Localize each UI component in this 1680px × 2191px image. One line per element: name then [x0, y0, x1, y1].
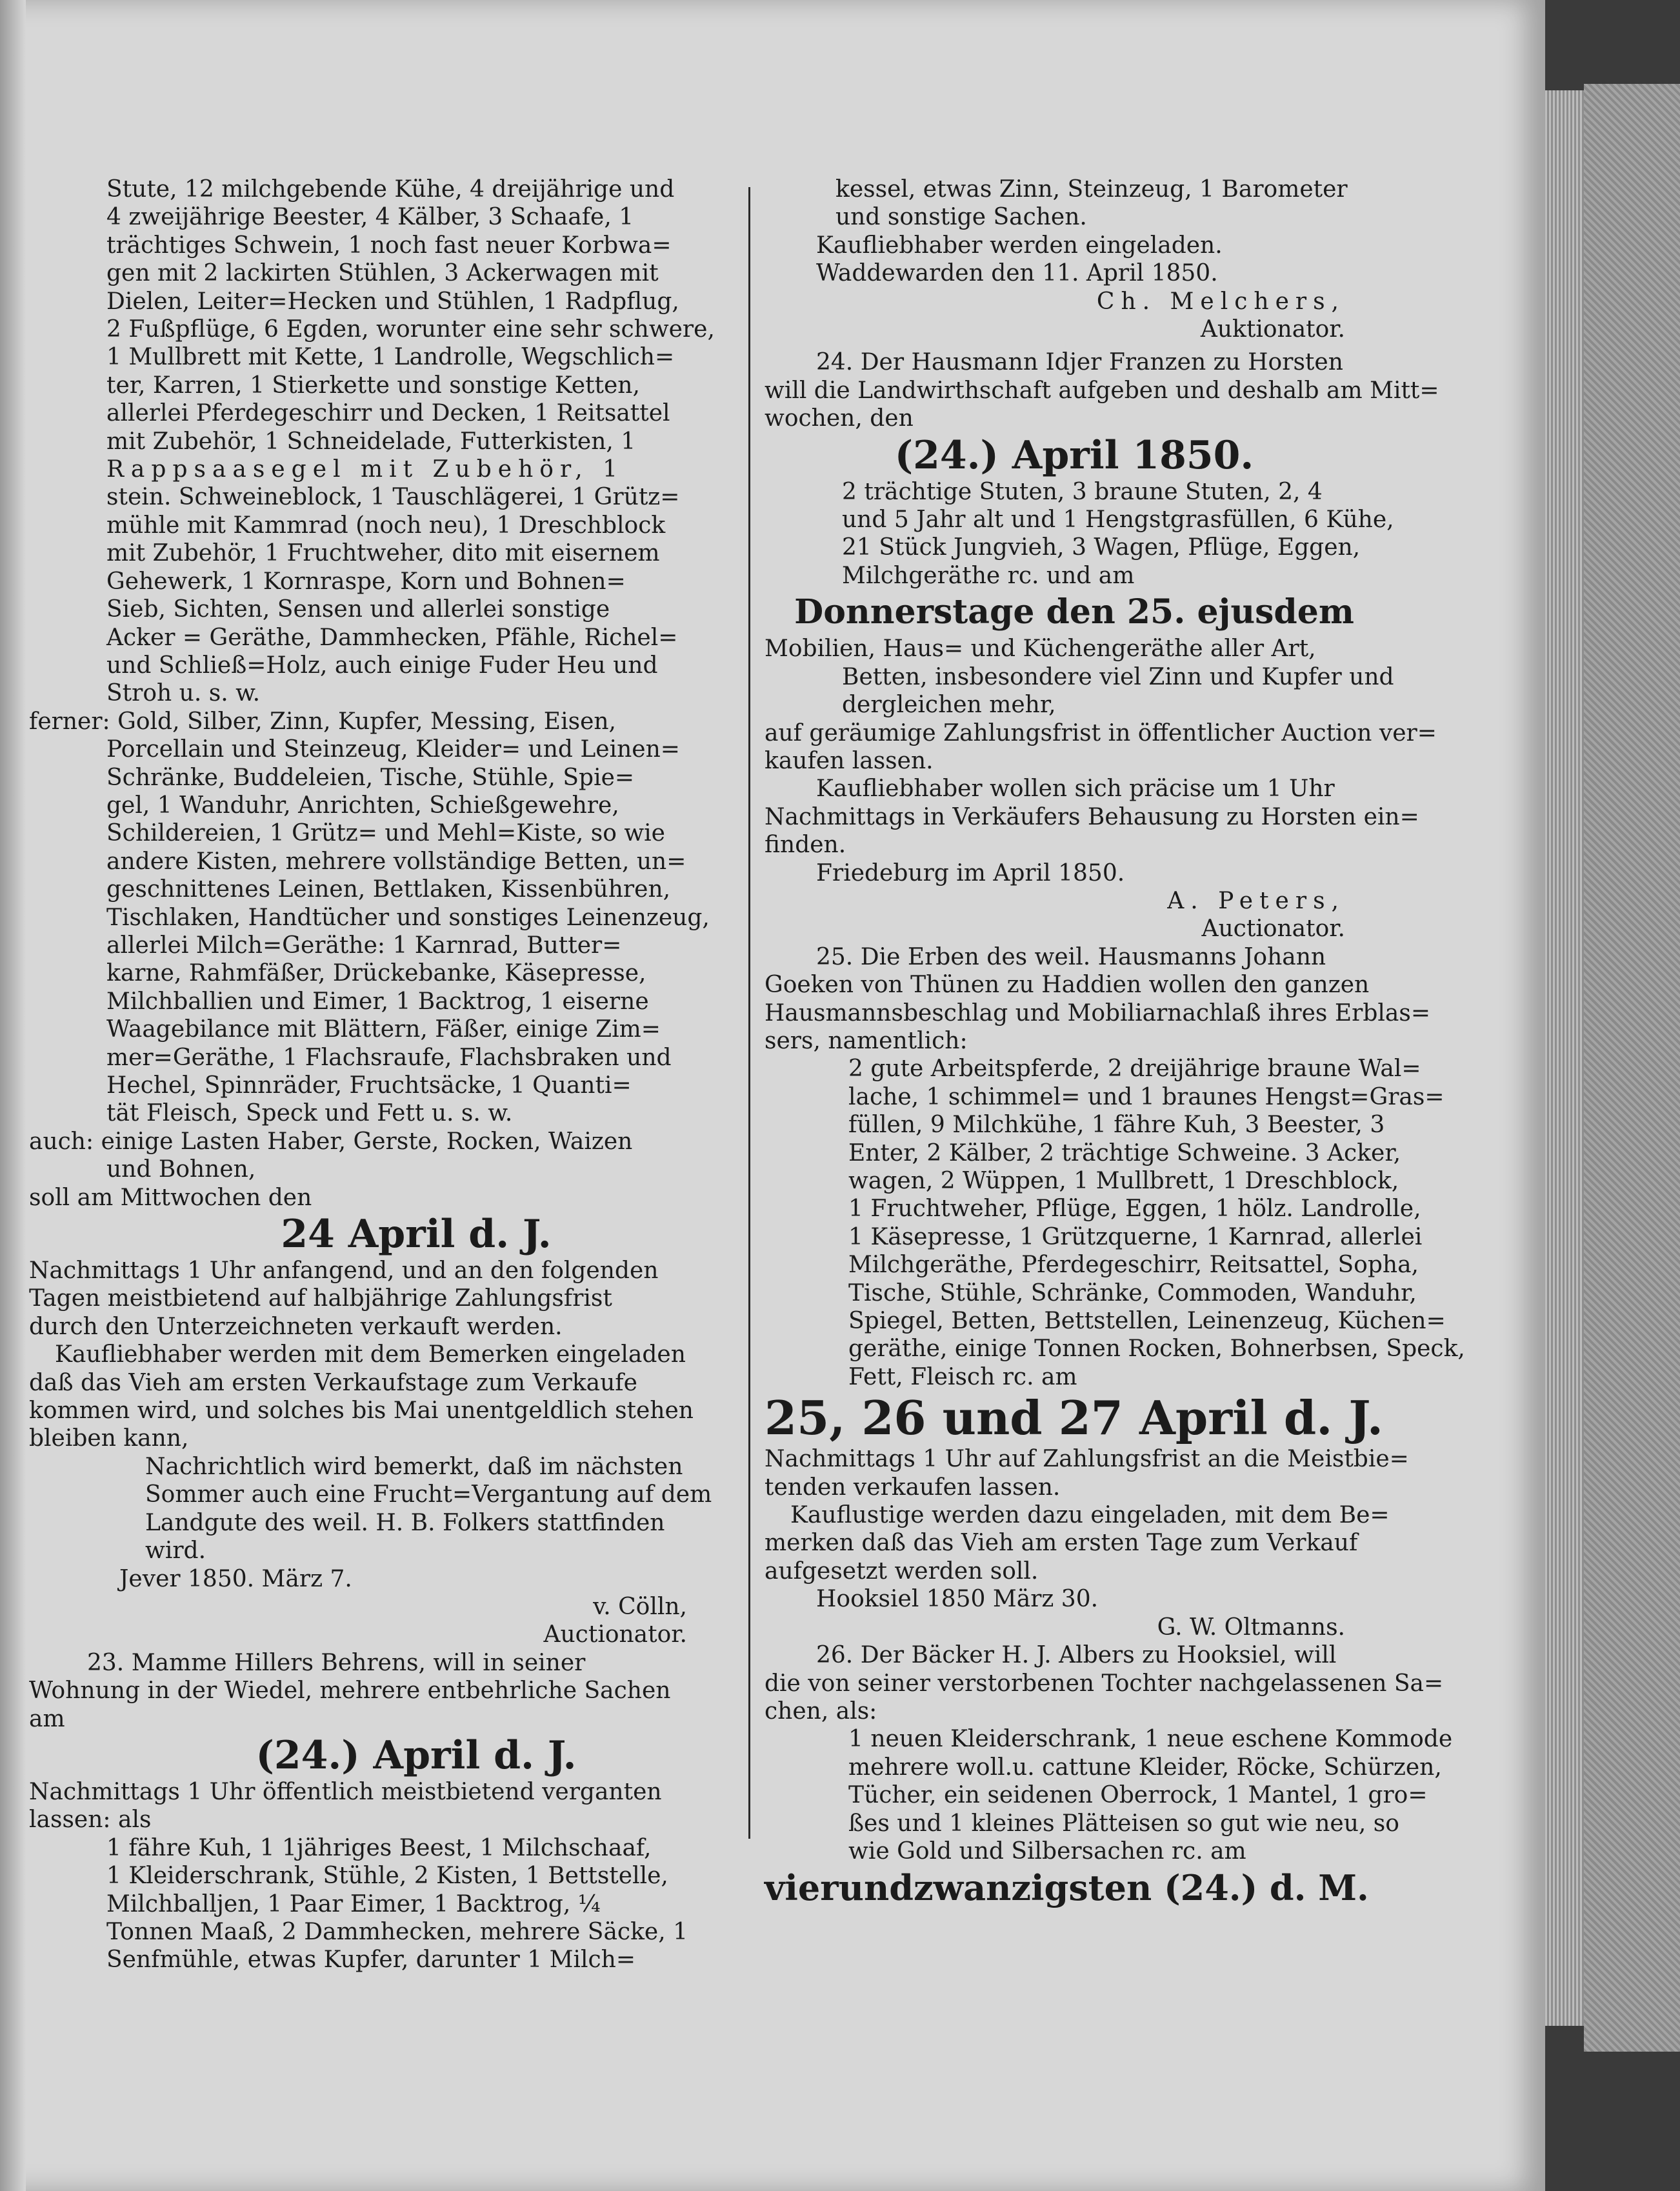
- text-line: wochen, den: [765, 405, 914, 432]
- text-line: ter, Karren, 1 Stierkette und sonstige Ketten,: [106, 372, 640, 399]
- text-line: Nachmittags 1 Uhr öffentlich meistbietend verganten: [29, 1778, 662, 1805]
- text-line: Milchgeräthe rc. und am: [842, 562, 1135, 589]
- page-edges: [1545, 90, 1584, 2026]
- text-line: auch: einige Lasten Haber, Gerste, Rocken, Waizen: [29, 1128, 633, 1155]
- text-line: kessel, etwas Zinn, Steinzeug, 1 Barometer: [835, 176, 1348, 203]
- text-line: daß das Vieh am ersten Verkaufstage zum Verkaufe: [29, 1369, 637, 1396]
- text-line: Gehewerk, 1 Kornraspe, Korn und Bohnen=: [106, 568, 626, 595]
- item-24-date-heading-2: Donnerstage den 25. ejusdem: [794, 592, 1354, 632]
- left-column: [29, 175, 726, 1974]
- text-line: merken daß das Vieh am ersten Tage zum Verkauf: [765, 1530, 1358, 1557]
- text-line: Senfmühle, etwas Kupfer, darunter 1 Milch=: [106, 1946, 636, 1974]
- text-line: Betten, insbesondere viel Zinn und Kupfer und: [842, 663, 1394, 690]
- text-line: Stroh u. s. w.: [106, 680, 261, 707]
- text-line: Wohnung in der Wiedel, mehrere entbehrliche Sachen: [29, 1677, 671, 1705]
- item-25-date-heading: 25, 26 und 27 April d. J.: [765, 1390, 1383, 1446]
- text-line: 1 neuen Kleiderschrank, 1 neue eschene Kommode: [848, 1726, 1453, 1753]
- text-line: 21 Stück Jungvieh, 3 Wagen, Pflüge, Eggen,: [842, 534, 1361, 561]
- text-line: Kaufliebhaber wollen sich präcise um 1 Uhr: [816, 775, 1335, 803]
- item-23: [29, 1649, 726, 1733]
- signer-name: Ch. Melchers,: [1096, 288, 1345, 315]
- text-line: allerlei Milch=Geräthe: 1 Karnrad, Butter=: [106, 932, 622, 959]
- signer-name: v. Cölln,: [593, 1593, 687, 1620]
- text-line: Tonnen Maaß, 2 Dammhecken, mehrere Säcke, 1: [106, 1918, 688, 1945]
- item-26: [765, 1641, 1453, 1910]
- continuation-block: [765, 175, 1384, 343]
- text-line: Dielen, Leiter=Hecken und Stühlen, 1 Radpflug,: [106, 288, 679, 315]
- text-line: gel, 1 Wanduhr, Anrichten, Schießgewehre,: [106, 792, 619, 819]
- right-column: [765, 175, 1465, 1910]
- text-line: tät Fleisch, Speck und Fett u. s. w.: [106, 1100, 513, 1127]
- text-line: und Schließ=Holz, auch einige Fuder Heu und: [106, 652, 658, 679]
- intro-block: [106, 175, 726, 708]
- text-line: andere Kisten, mehrere vollständige Betten, un=: [106, 848, 686, 875]
- text-line: karne, Rahmfäßer, Drückebanke, Käsepresse,: [106, 960, 646, 987]
- text-line: Porcellain und Steinzeug, Kleider= und Leinen=: [106, 736, 680, 763]
- text-line: Tagen meistbietend auf halbjährige Zahlungsfrist: [29, 1285, 612, 1312]
- text-line: Spiegel, Betten, Bettstellen, Leinenzeug, Küchen=: [848, 1308, 1446, 1335]
- text-line: und 5 Jahr alt und 1 Hengstgrasfüllen, 6 Kühe,: [842, 506, 1394, 534]
- text-line: mühle mit Kammrad (noch neu), 1 Dreschblock: [106, 512, 666, 539]
- text-line: 2 trächtige Stuten, 3 braune Stuten, 2, 4: [842, 478, 1323, 505]
- text-line: ferner: Gold, Silber, Zinn, Kupfer, Messing, Eisen,: [29, 708, 617, 735]
- text-line: auf geräumige Zahlungsfrist in öffentlicher Auction ver=: [765, 719, 1437, 746]
- item-23-terms: [29, 1778, 726, 1834]
- signer-title: Auctionator.: [543, 1621, 687, 1648]
- text-line: 23. Mamme Hillers Behrens, will in seiner: [87, 1649, 586, 1676]
- binding-gutter: [0, 0, 26, 2191]
- text-line: 4 zweijährige Beester, 4 Kälber, 3 Schaafe, 1: [106, 204, 634, 231]
- text-line: 26. Der Bäcker H. J. Albers zu Hooksiel, will: [816, 1642, 1337, 1669]
- text-line: wird.: [145, 1537, 206, 1565]
- text-line: bleiben kann,: [29, 1425, 189, 1452]
- text-line: Goeken von Thünen zu Haddien wollen den ganzen: [765, 972, 1370, 999]
- item-24: [765, 348, 1439, 943]
- text-line: Hausmannsbeschlag und Mobiliarnachlaß ihres Erblas=: [765, 999, 1430, 1026]
- signer-name: A. Peters,: [1167, 887, 1345, 914]
- text-line: Stute, 12 milchgebende Kühe, 4 dreijährige und: [106, 176, 675, 203]
- text-line: ßes und 1 kleines Plätteisen so gut wie neu, so: [848, 1810, 1399, 1837]
- text-line: sers, namentlich:: [765, 1027, 968, 1054]
- text-line: stein. Schweineblock, 1 Tauschlägerei, 1 Grütz=: [106, 484, 680, 511]
- text-line: trächtiges Schwein, 1 noch fast neuer Korbwa=: [106, 232, 672, 259]
- note-block: [106, 1453, 726, 1565]
- text-line: Kaufliebhaber werden mit dem Bemerken eingeladen: [55, 1341, 686, 1368]
- text-line: und Bohnen,: [106, 1156, 256, 1183]
- item-25: [765, 943, 1465, 1641]
- text-line: 1 Fruchtweher, Pflüge, Eggen, 1 hölz. Landrolle,: [848, 1196, 1421, 1223]
- text-line: am: [29, 1705, 65, 1732]
- text-line: Milchballien und Eimer, 1 Backtrog, 1 eiserne: [106, 988, 649, 1015]
- item-23-date-heading: (24.) April d. J.: [255, 1732, 577, 1778]
- text-line: Nachmittags 1 Uhr anfangend, und an den folgenden: [29, 1257, 659, 1285]
- sale-terms: [29, 1257, 726, 1453]
- text-line: Sommer auch eine Frucht=Vergantung auf dem: [145, 1481, 712, 1508]
- text-line: durch den Unterzeichneten verkauft werden.: [29, 1313, 563, 1340]
- text-line: lache, 1 schimmel= und 1 braunes Hengst=Gras=: [848, 1083, 1445, 1110]
- book-cover-board: [1584, 84, 1680, 2052]
- text-line: 24. Der Hausmann Idjer Franzen zu Horsten: [816, 349, 1343, 376]
- text-line: finden.: [765, 832, 846, 859]
- text-line: Kauflustige werden dazu eingeladen, mit dem Be=: [790, 1502, 1390, 1529]
- ferner-block: [29, 708, 726, 1212]
- text-line: Waddewarden den 11. April 1850.: [816, 260, 1218, 287]
- text-line: mit Zubehör, 1 Schneidelade, Futterkisten, 1: [106, 428, 636, 455]
- text-line: Kaufliebhaber werden eingeladen.: [816, 232, 1223, 259]
- text-line: Mobilien, Haus= und Küchengeräthe aller Art,: [765, 635, 1316, 663]
- text-line: Tischlaken, Handtücher und sonstiges Leinenzeug,: [106, 904, 710, 931]
- signer-title: Auctionator.: [1201, 915, 1345, 943]
- text-line: und sonstige Sachen.: [835, 204, 1087, 231]
- text-line: 2 gute Arbeitspferde, 2 dreijährige braune Wal=: [848, 1055, 1421, 1083]
- column-divider: [748, 187, 750, 1839]
- text-line: 1 Mullbrett mit Kette, 1 Landrolle, Wegschlich=: [106, 344, 675, 371]
- text-line: Tücher, ein seidenen Oberrock, 1 Mantel, 1 gro=: [848, 1782, 1428, 1809]
- text-line: will die Landwirthschaft aufgeben und deshalb am Mitt=: [765, 377, 1439, 404]
- text-line: Tische, Stühle, Schränke, Commoden, Wanduhr,: [848, 1279, 1417, 1306]
- text-line: Schränke, Buddeleien, Tische, Stühle, Spie=: [106, 764, 635, 791]
- text-line: Landgute des weil. H. B. Folkers stattfinden: [145, 1509, 665, 1536]
- text-line: geschnittenes Leinen, Bettlaken, Kissenbühren,: [106, 876, 671, 903]
- text-line: Nachmittags in Verkäufers Behausung zu Horsten ein=: [765, 803, 1419, 830]
- text-line: Nachrichtlich wird bemerkt, daß im nächsten: [145, 1453, 683, 1480]
- text-line: mehrere woll.u. cattune Kleider, Röcke, Schürzen,: [848, 1754, 1442, 1781]
- text-line: Rappsaasegel mit Zubehör, 1: [106, 456, 624, 483]
- item-23-goods: [106, 1834, 726, 1974]
- text-line: mer=Geräthe, 1 Flachsraufe, Flachsbraken und: [106, 1044, 672, 1071]
- text-line: Milchballjen, 1 Paar Eimer, 1 Backtrog, ¼: [106, 1890, 601, 1917]
- text-line: allerlei Pferdegeschirr und Decken, 1 Reitsattel: [106, 400, 670, 427]
- text-line: Hechel, Spinnräder, Fruchtsäcke, 1 Quanti=: [106, 1072, 632, 1099]
- signer-name: G. W. Oltmanns.: [1157, 1614, 1345, 1641]
- item-26-date-heading: vierundzwanzigsten (24.) d. M.: [765, 1867, 1369, 1909]
- text-line: gen mit 2 lackirten Stühlen, 3 Ackerwagen mit: [106, 260, 659, 287]
- text-line: kaufen lassen.: [765, 747, 934, 774]
- item-24-date-heading: (24.) April 1850.: [894, 432, 1254, 478]
- text-line: Sieb, Sichten, Sensen und allerlei sonstige: [106, 596, 610, 623]
- text-line: aufgesetzt werden soll.: [765, 1557, 1039, 1585]
- text-line: füllen, 9 Milchkühe, 1 fähre Kuh, 3 Beester, 3: [848, 1112, 1385, 1139]
- text-line: wagen, 2 Wüppen, 1 Mullbrett, 1 Dreschblock,: [848, 1168, 1399, 1194]
- text-line: die von seiner verstorbenen Tochter nachgelassenen Sa=: [765, 1670, 1444, 1697]
- text-line: 25. Die Erben des weil. Hausmanns Johann: [816, 943, 1326, 970]
- text-line: Hooksiel 1850 März 30.: [816, 1586, 1099, 1613]
- text-line: 1 fähre Kuh, 1 1jähriges Beest, 1 Milchschaaf,: [106, 1834, 652, 1861]
- text-line: dergleichen mehr,: [842, 692, 1056, 719]
- place-date: Jever 1850. März 7.: [119, 1565, 352, 1592]
- text-line: soll am Mittwochen den: [29, 1184, 312, 1211]
- sale-date-heading: 24 April d. J.: [281, 1212, 552, 1257]
- text-line: mit Zubehör, 1 Fruchtweher, dito mit eisernem: [106, 540, 660, 567]
- text-line: lassen: als: [29, 1806, 152, 1834]
- text-line: Acker = Geräthe, Dammhecken, Pfähle, Richel=: [106, 624, 678, 651]
- text-line: Schildereien, 1 Grütz= und Mehl=Kiste, so wie: [106, 820, 665, 847]
- text-line: 1 Kleiderschrank, Stühle, 2 Kisten, 1 Bettstelle,: [106, 1863, 668, 1890]
- text-line: Friedeburg im April 1850.: [816, 859, 1125, 886]
- text-line: Enter, 2 Kälber, 2 trächtige Schweine. 3 Acker,: [848, 1139, 1401, 1166]
- signer-title: Auktionator.: [1200, 316, 1345, 343]
- text-line: 2 Fußpflüge, 6 Egden, worunter eine sehr schwere,: [106, 316, 715, 343]
- text-line: Nachmittags 1 Uhr auf Zahlungsfrist an die Meistbie=: [765, 1446, 1409, 1473]
- text-line: kommen wird, und solches bis Mai unentgeldlich stehen: [29, 1397, 694, 1425]
- text-line: geräthe, einige Tonnen Rocken, Bohnerbsen, Speck,: [848, 1336, 1465, 1363]
- text-line: tenden verkaufen lassen.: [765, 1474, 1061, 1501]
- text-line: wie Gold und Silbersachen rc. am: [848, 1837, 1246, 1865]
- text-line: Waagebilance mit Blättern, Fäßer, einige Zim=: [106, 1016, 661, 1043]
- text-line: chen, als:: [765, 1697, 877, 1725]
- text-line: 1 Käsepresse, 1 Grützquerne, 1 Karnrad, allerlei: [848, 1223, 1423, 1250]
- text-line: Milchgeräthe, Pferdegeschirr, Reitsattel, Sopha,: [848, 1252, 1419, 1279]
- text-line: Fett, Fleisch rc. am: [848, 1363, 1077, 1390]
